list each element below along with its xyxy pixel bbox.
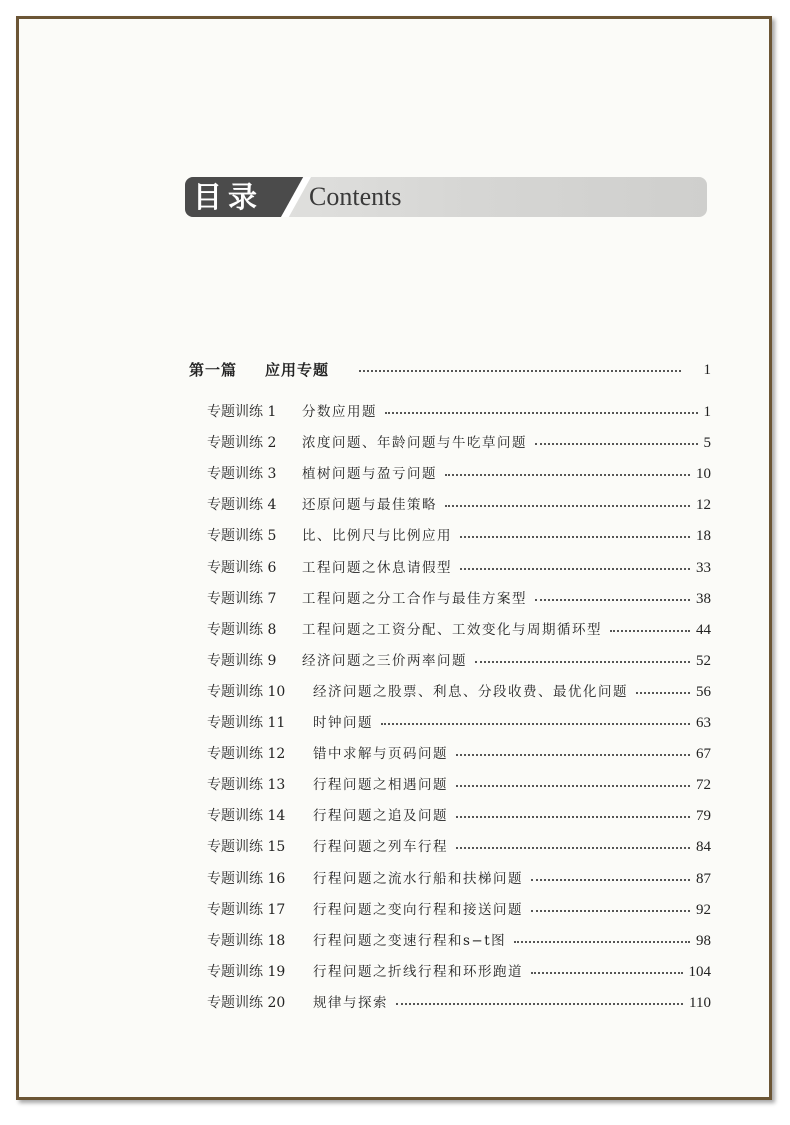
toc-entry-page-number: 10 <box>696 466 711 483</box>
toc-entry-title: 时钟问题 <box>313 715 373 731</box>
toc-entry-title: 行程问题之折线行程和环形跑道 <box>313 963 523 980</box>
toc-entry-label: 专题训练 4 <box>207 497 277 514</box>
toc-entry[interactable] <box>19 431 772 455</box>
toc-entry-title: 经济问题之三价两率问题 <box>302 652 467 669</box>
part-title: 应用专题 <box>265 361 330 379</box>
part-page-number: 1 <box>703 362 711 378</box>
toc-entry-label: 专题训练 13 <box>207 777 286 794</box>
toc-entry[interactable] <box>19 680 772 704</box>
contents-title-en: Contents <box>309 182 402 211</box>
toc-entry-title: 行程问题之追及问题 <box>313 808 448 825</box>
toc-leader-dots <box>381 723 690 725</box>
toc-leader-dots <box>456 847 690 849</box>
toc-leader-dots <box>460 568 690 570</box>
toc-entry-label: 专题训练 2 <box>207 435 277 452</box>
toc-entry[interactable] <box>19 649 772 673</box>
toc-entry-page-number: 72 <box>696 777 711 794</box>
toc-leader-dots <box>475 661 690 663</box>
contents-title-cn: 目录 <box>193 180 264 214</box>
toc-leader-dots <box>535 599 690 601</box>
toc-leader-dots <box>535 443 698 445</box>
toc-entry-page-number: 84 <box>696 839 711 856</box>
toc-entry[interactable] <box>19 618 772 642</box>
toc-entry-page-number: 98 <box>696 932 711 949</box>
toc-entry-title: 错中求解与页码问题 <box>313 746 448 763</box>
toc-entry-page-number: 63 <box>696 715 711 731</box>
toc-entry-page-number: 33 <box>696 559 711 576</box>
toc-entry-title: 行程问题之列车行程 <box>313 839 448 856</box>
toc-entry-label: 专题训练 7 <box>207 590 277 607</box>
toc-entry-label: 专题训练 11 <box>207 715 286 731</box>
toc-leader-dots <box>445 474 690 476</box>
toc-entry-page-number: 52 <box>696 652 711 669</box>
toc-entry-label: 专题训练 20 <box>207 994 286 1011</box>
toc-entry[interactable] <box>19 804 772 828</box>
toc-entry[interactable] <box>19 835 772 859</box>
toc-entry-page-number: 67 <box>696 746 711 763</box>
toc-entry-label: 专题训练 15 <box>207 839 286 856</box>
toc-entry-page-number: 44 <box>696 621 711 638</box>
toc-entry-page-number: 56 <box>696 683 711 700</box>
toc-entry-page-number: 18 <box>696 528 711 545</box>
toc-leader-dots <box>460 536 690 538</box>
toc-entry-title: 工程问题之休息请假型 <box>302 559 452 576</box>
toc-entry[interactable] <box>19 711 772 735</box>
toc-entry-title: 植树问题与盈亏问题 <box>302 466 437 483</box>
toc-entry-title: 行程问题之流水行船和扶梯问题 <box>313 870 523 887</box>
toc-entry-title: 浓度问题、年龄问题与牛吃草问题 <box>302 435 527 452</box>
part-label: 第一篇 <box>189 361 238 379</box>
toc-entry[interactable] <box>19 773 772 797</box>
toc-entry-title: 还原问题与最佳策略 <box>302 497 437 514</box>
book-page <box>16 16 772 1100</box>
toc-part-heading[interactable] <box>19 358 772 382</box>
toc-entry-title: 行程问题之相遇问题 <box>313 777 448 794</box>
toc-leader-dots <box>359 370 681 372</box>
toc-entry-title: 行程问题之变向行程和接送问题 <box>313 901 523 918</box>
toc-entry[interactable] <box>19 742 772 766</box>
toc-entry-label: 专题训练 14 <box>207 808 286 825</box>
toc-entry[interactable] <box>19 929 772 953</box>
toc-entry-page-number: 38 <box>696 590 711 607</box>
toc-leader-dots <box>385 412 698 414</box>
toc-entry-page-number: 110 <box>689 994 711 1011</box>
toc-entry-page-number: 5 <box>703 435 711 452</box>
toc-entry-title: 经济问题之股票、利息、分段收费、最优化问题 <box>313 683 628 700</box>
toc-entry-label: 专题训练 10 <box>207 683 286 700</box>
toc-entry-label: 专题训练 19 <box>207 963 286 980</box>
toc-entry-label: 专题训练 16 <box>207 870 286 887</box>
toc-leader-dots <box>531 879 690 881</box>
toc-entry-title: 工程问题之分工合作与最佳方案型 <box>302 590 527 607</box>
toc-entry-title: 行程问题之变速行程和s−t图 <box>313 932 507 949</box>
toc-entry[interactable] <box>19 400 772 424</box>
toc-entry[interactable] <box>19 867 772 891</box>
toc-entry-label: 专题训练 8 <box>207 621 277 638</box>
toc-entry-page-number: 104 <box>688 963 711 980</box>
toc-entry-title: 规律与探索 <box>313 994 388 1011</box>
toc-leader-dots <box>396 1003 683 1005</box>
toc-entry[interactable] <box>19 462 772 486</box>
toc-leader-dots <box>514 941 690 943</box>
toc-entry-label: 专题训练 6 <box>207 559 277 576</box>
toc-entry-page-number: 87 <box>696 870 711 887</box>
toc-entry-label: 专题训练 18 <box>207 932 286 949</box>
toc-leader-dots <box>531 972 683 974</box>
toc-entry[interactable] <box>19 898 772 922</box>
toc-entry[interactable] <box>19 960 772 984</box>
toc-leader-dots <box>456 785 690 787</box>
toc-entry-title: 比、比例尺与比例应用 <box>302 528 452 545</box>
toc-entry-label: 专题训练 3 <box>207 466 277 483</box>
toc-entry-page-number: 1 <box>703 404 711 420</box>
toc-entry-title: 工程问题之工资分配、工效变化与周期循环型 <box>302 621 602 638</box>
toc-entry-label: 专题训练 5 <box>207 528 277 545</box>
toc-leader-dots <box>445 505 690 507</box>
toc-leader-dots <box>456 754 690 756</box>
toc-entry-page-number: 12 <box>696 497 711 514</box>
toc-entry[interactable] <box>19 493 772 517</box>
toc-leader-dots <box>456 816 690 818</box>
toc-entry-label: 专题训练 17 <box>207 901 286 918</box>
toc-leader-dots <box>636 692 690 694</box>
toc-entry-label: 专题训练 1 <box>207 404 277 420</box>
toc-entry-title: 分数应用题 <box>302 404 377 420</box>
toc-entry[interactable] <box>19 587 772 611</box>
toc-entry[interactable] <box>19 524 772 548</box>
toc-leader-dots <box>531 910 690 912</box>
toc-entry-page-number: 92 <box>696 901 711 918</box>
toc-entry[interactable] <box>19 556 772 580</box>
toc-leader-dots <box>610 630 690 632</box>
toc-entry-label: 专题训练 12 <box>207 746 286 763</box>
toc-entry-page-number: 79 <box>696 808 711 825</box>
toc-entry[interactable] <box>19 991 772 1015</box>
toc-entry-label: 专题训练 9 <box>207 652 277 669</box>
